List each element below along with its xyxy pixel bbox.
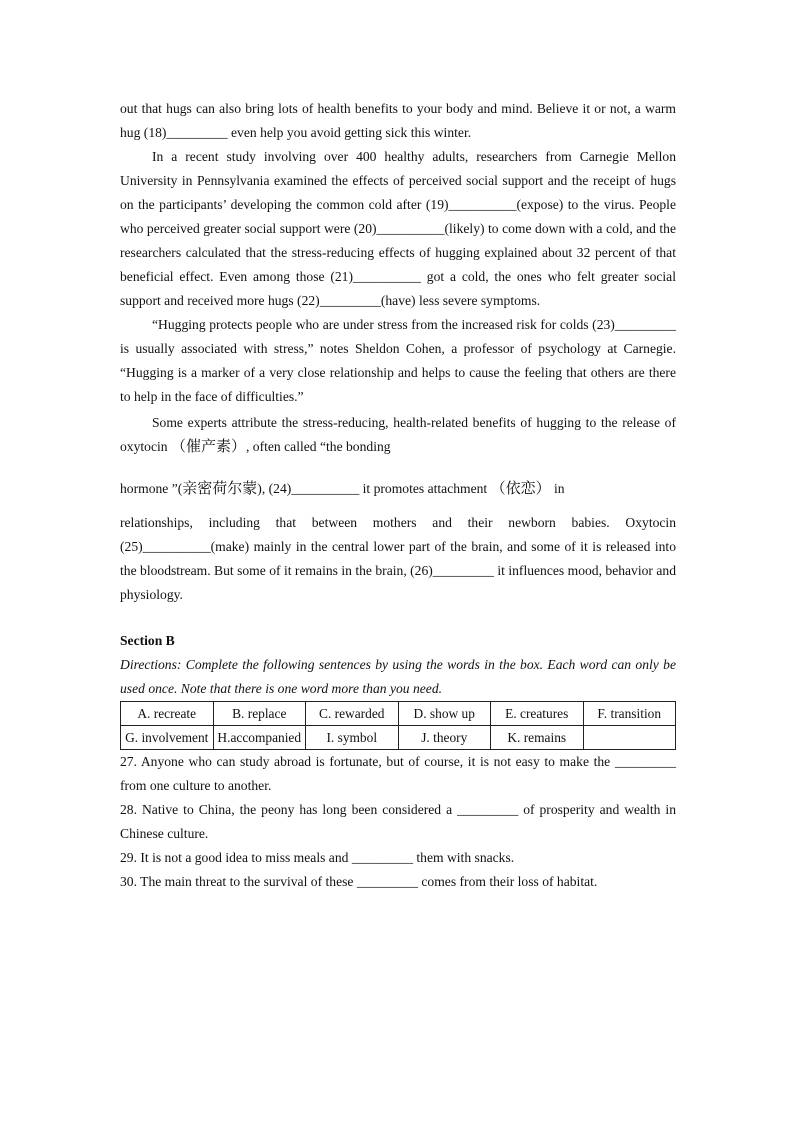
attachment-chinese-gloss: （依恋） xyxy=(490,481,551,497)
word-box-cell: C. rewarded xyxy=(306,702,399,726)
word-box-cell xyxy=(583,726,676,750)
word-box-cell: A. recreate xyxy=(121,702,214,726)
word-box-cell: B. replace xyxy=(213,702,306,726)
passage-paragraph-4-rest: relationships, including that between mothers and their newborn babies. Oxytocin (25)__________(make) mainly in the central lower part of the brain, and some of it is released into the bloodstream. But some of it remains in the brain, (26)_________ it influences mood, behavior and physiology. xyxy=(120,515,676,602)
section-b-title: Section B xyxy=(120,633,175,648)
word-box-cell: I. symbol xyxy=(306,726,399,750)
passage-paragraph-2: In a recent study involving over 400 healthy adults, researchers from Carnegie Mellon University in Pennsylvania examined the effects of perceived social support and the receipt of hugs on the participants’ developing the common cold after (19)__________(expose) to the virus. People who perceived greater social support were (20)__________(likely) to come down with a cold, and the researchers calculated that the stress-reducing effects of hugging explained about 32 percent of that beneficial effect. Even among those (21)__________ got a cold, the ones who felt greater social support and received more hugs (22)_________(have) less severe symptoms. xyxy=(120,149,676,308)
p4-text-b: , often called “the bonding xyxy=(246,439,391,454)
word-box-row-1 xyxy=(121,702,676,726)
word-box-cell: D. show up xyxy=(398,702,491,726)
word-box-cell: F. transition xyxy=(583,702,676,726)
word-box-cell: G. involvement xyxy=(121,726,214,750)
section-b-directions xyxy=(120,653,676,701)
question-28: 28. Native to China, the peony has long been considered a _________ of prosperity and wealth in Chinese culture. xyxy=(120,802,676,841)
directions-label: Directions: xyxy=(120,657,182,672)
question-29: 29. It is not a good idea to miss meals and _________ them with snacks. xyxy=(120,850,515,865)
passage-paragraph-4-start xyxy=(120,411,676,459)
word-box-cell: E. creatures xyxy=(491,702,584,726)
p4-hormone-b: ), (24)__________ it promotes attachment xyxy=(257,481,491,496)
word-box-cell: K. remains xyxy=(491,726,584,750)
word-box-row-2 xyxy=(121,726,676,750)
p4-text-a: Some experts attribute the stress-reducing, health-related benefits of hugging to the release of oxytocin xyxy=(120,415,676,454)
directions-text: Complete the following sentences by using the words in the box. Each word can only be used once. Note that there is one word more than you need. xyxy=(120,657,676,696)
document-page xyxy=(120,97,676,894)
word-box-table xyxy=(120,701,676,750)
question-30: 30. The main threat to the survival of these _________ comes from their loss of habitat. xyxy=(120,874,598,889)
question-27: 27. Anyone who can study abroad is fortunate, but of course, it is not easy to make the _________ from one culture to another. xyxy=(120,754,676,793)
word-box-cell: J. theory xyxy=(398,726,491,750)
bonding-hormone-chinese-gloss: 亲密荷尔蒙 xyxy=(182,481,258,497)
oxytocin-chinese-gloss: （催产素） xyxy=(170,439,246,455)
p4-hormone-c: in xyxy=(550,481,565,496)
p4-hormone-a: hormone ”( xyxy=(120,481,183,496)
passage-paragraph-4-hormone-line xyxy=(120,477,676,501)
word-box-cell: H.accompanied xyxy=(213,726,306,750)
passage-paragraph-3: “Hugging protects people who are under stress from the increased risk for colds (23)_________ is usually associated with stress,” notes Sheldon Cohen, a professor of psychology at Carnegie. “Hugging is a marker of a very close relationship and helps to cause the feeling that others are there to help in the face of difficulties.” xyxy=(120,317,676,404)
passage-paragraph-1: out that hugs can also bring lots of health benefits to your body and mind. Believe it or not, a warm hug (18)_________ even help you avoid getting sick this winter. xyxy=(120,101,676,140)
